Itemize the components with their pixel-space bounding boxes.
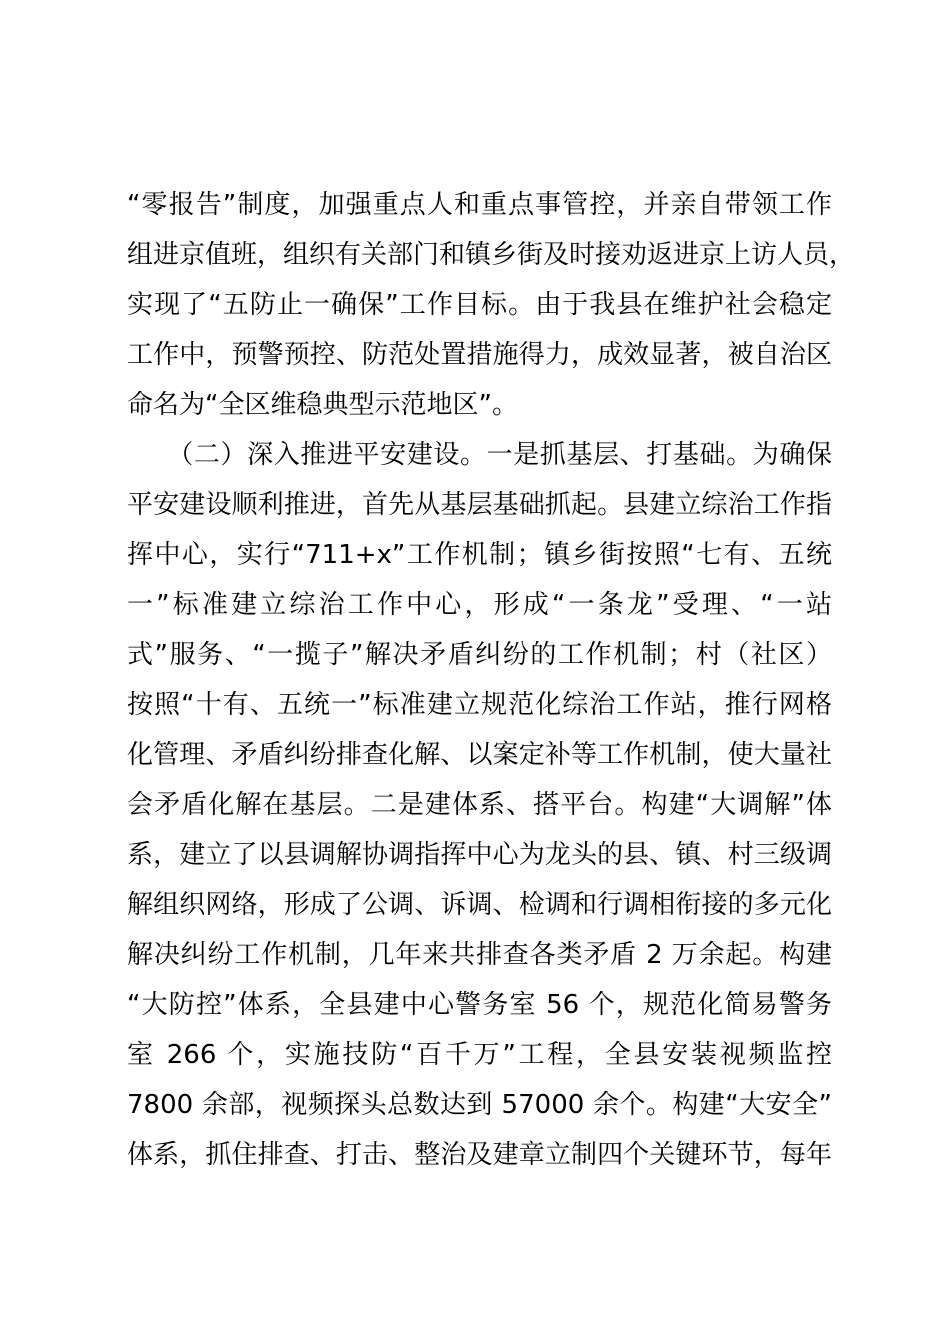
text-line: 会矛盾化解在基层。二是建体系、搭平台。构建“大调解”体 [127, 790, 832, 820]
text-line: 体系，抓住排查、打击、整治及建章立制四个关键环节，每年 [127, 1140, 832, 1170]
text-line: 平安建设顺利推进，首先从基层基础抓起。县建立综治工作指 [127, 490, 832, 520]
text-line: 室 266 个，实施技防“百千万”工程，全县安装视频监控 [127, 1040, 832, 1070]
text-line: 按照“十有、五统一”标准建立规范化综治工作站，推行网格 [127, 690, 832, 720]
text-line: 解组织网络，形成了公调、诉调、检调和行调相衔接的多元化 [127, 890, 832, 920]
text-line: 命名为“全区维稳典型示范地区”。 [127, 390, 518, 420]
text-line: 挥中心，实行“711+x”工作机制；镇乡街按照“七有、五统 [127, 540, 832, 570]
text-line: “大防控”体系，全县建中心警务室 56 个，规范化简易警务 [127, 990, 832, 1020]
text-line: 化管理、矛盾纠纷排查化解、以案定补等工作机制，使大量社 [127, 740, 832, 770]
section-heading-line: （二）深入推进平安建设。一是抓基层、打基础。为确保 [127, 440, 832, 470]
text-line: 工作中，预警预控、防范处置措施得力，成效显著，被自治区 [127, 340, 832, 370]
text-line: 解决纠纷工作机制，几年来共排查各类矛盾 2 万余起。构建 [127, 940, 832, 970]
text-line: 系，建立了以县调解协调指挥中心为龙头的县、镇、村三级调 [127, 840, 832, 870]
text-line: 实现了“五防止一确保”工作目标。由于我县在维护社会稳定 [127, 290, 832, 320]
text-line: 式”服务、“一揽子”解决矛盾纠纷的工作机制；村（社区） [127, 640, 832, 670]
text-line: “零报告”制度，加强重点人和重点事管控，并亲自带领工作 [127, 190, 832, 220]
text-line: 一”标准建立综治工作中心，形成“一条龙”受理、“一站 [127, 590, 832, 620]
text-line: 组进京值班，组织有关部门和镇乡街及时接劝返进京上访人员， [127, 240, 856, 270]
text-line: 7800 余部，视频探头总数达到 57000 余个。构建“大安全” [127, 1090, 832, 1120]
